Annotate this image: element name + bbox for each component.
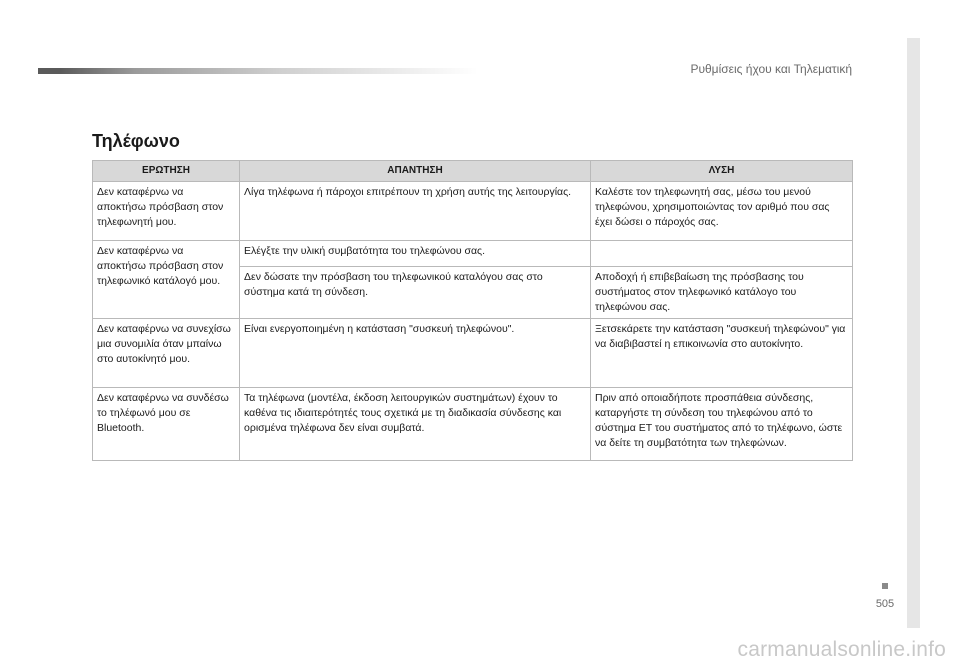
solution-cell: Πριν από οποιαδήποτε προσπάθεια σύνδεσης, καταργήστε τη σύνδεση του τηλεφώνου από το σύστημα ET του συστήματος από το τηλέφωνο, ώστε να δείτε τη συμβατότητα των τηλεφώνων. — [591, 387, 853, 460]
table-row — [93, 387, 853, 460]
column-header-solution: ΛΥΣΗ — [591, 161, 853, 182]
page-title: Τηλέφωνο — [92, 131, 180, 151]
table-row — [93, 318, 853, 387]
column-header-question: ΕΡΩΤΗΣΗ — [93, 161, 240, 182]
faq-table — [92, 160, 853, 461]
table-header-row — [93, 161, 853, 182]
page-marker — [882, 583, 888, 589]
question-cell: Δεν καταφέρνω να αποκτήσω πρόσβαση στον τηλεφωνητή μου. — [93, 182, 240, 241]
solution-cell — [591, 241, 853, 267]
question-cell: Δεν καταφέρνω να συνεχίσω μια συνομιλία όταν μπαίνω στο αυτοκίνητό μου. — [93, 318, 240, 387]
watermark: carmanualsonline.info — [737, 638, 946, 661]
answer-cell: Λίγα τηλέφωνα ή πάροχοι επιτρέπουν τη χρήση αυτής της λειτουργίας. — [240, 182, 591, 241]
question-cell: Δεν καταφέρνω να αποκτήσω πρόσβαση στον τηλεφωνικό κατάλογό μου. — [93, 241, 240, 319]
answer-cell: Ελέγξτε την υλική συμβατότητα του τηλεφώνου σας. — [240, 241, 591, 267]
header-gradient-bar — [38, 68, 478, 74]
table-row — [93, 182, 853, 241]
answer-cell: Δεν δώσατε την πρόσβαση του τηλεφωνικού καταλόγου σας στο σύστημα κατά τη σύνδεση. — [240, 267, 591, 319]
section-title: Ρυθμίσεις ήχου και Τηλεματική — [690, 62, 852, 76]
question-cell: Δεν καταφέρνω να συνδέσω το τηλέφωνό μου σε Bluetooth. — [93, 387, 240, 460]
page-number: 505 — [875, 598, 895, 610]
answer-cell: Τα τηλέφωνα (μοντέλα, έκδοση λειτουργικών συστημάτων) έχουν το καθένα τις ιδιαιτερότητές τους σχετικά με τη διαδικασία σύνδεσης και ορισμένα τηλέφωνα δεν είναι συμβατά. — [240, 387, 591, 460]
solution-cell: Καλέστε τον τηλεφωνητή σας, μέσω του μενού τηλεφώνου, χρησιμοποιώντας τον αριθμό που σας έχει δώσει ο πάροχός σας. — [591, 182, 853, 241]
solution-cell: Ξετσεκάρετε την κατάσταση "συσκευή τηλεφώνου" για να διαβιβαστεί η επικοινωνία στο αυτοκίνητο. — [591, 318, 853, 387]
column-header-answer: ΑΠΑΝΤΗΣΗ — [240, 161, 591, 182]
answer-cell: Είναι ενεργοποιημένη η κατάσταση "συσκευή τηλεφώνου". — [240, 318, 591, 387]
solution-cell: Αποδοχή ή επιβεβαίωση της πρόσβασης του συστήματος στον τηλεφωνικό κατάλογο του τηλεφώνου σας. — [591, 267, 853, 319]
table-row — [93, 241, 853, 267]
side-strip — [907, 38, 920, 628]
